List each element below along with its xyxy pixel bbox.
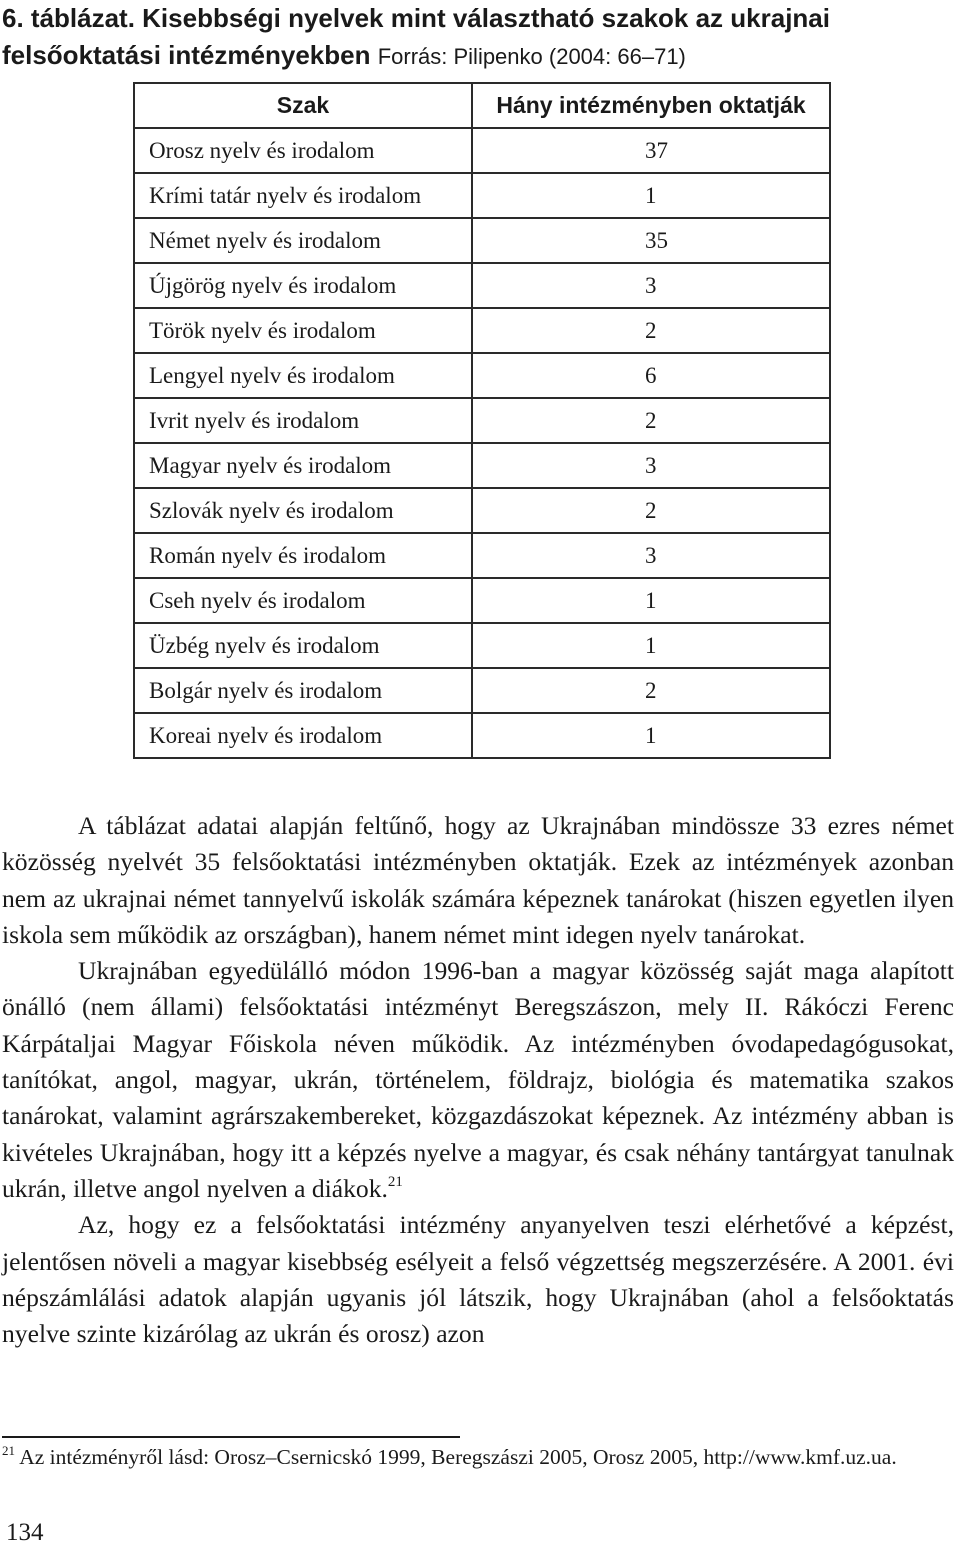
footnote-text: Az intézményről lásd: Orosz–Csernicskó 1999, Beregszászi 2005, Orosz 2005, http://www.kmf.uz.ua. [15, 1445, 897, 1469]
row-count-cell: 2 [472, 308, 830, 353]
row-count-cell: 3 [472, 533, 830, 578]
row-name-cell: Cseh nyelv és irodalom [134, 578, 472, 623]
header-szak: Szak [134, 83, 472, 128]
paragraph-2-text: Ukrajnában egyedülálló módon 1996-ban a magyar közösség saját maga alapított önálló (nem állami) felsőoktatási intézményt Beregszászon, mely II. Rákóczi Ferenc Kárpátaljai Magyar Főiskola néven működik. Az intézményben óvodapedagógusokat, tanítókat, angol, magyar, ukrán, történelem, földrajz, biológia és matematika szakos tanárokat, valamint agrárszakembereket, közgazdászokat képeznek. Az intézmény abban is kivételes Ukrajnában, hogy itt a képzés nyelve a magyar, és csak néhány tantárgyat tanulnak ukrán, illetve angol nyelven a diákok. [2, 956, 954, 1203]
table-row [134, 353, 830, 398]
row-count-cell: 2 [472, 398, 830, 443]
table-row [134, 578, 830, 623]
row-count-cell: 2 [472, 668, 830, 713]
paragraph-1-text: A táblázat adatai alapján feltűnő, hogy az Ukrajnában mindössze 33 ezres német közösség nyelvét 35 felsőoktatási intézményben oktatják. Ezek az intézmények azonban nem az ukrajnai német tannyelvű iskolák számára képeznek tanárokat (hiszen egyetlen ilyen iskola sem működik az országban), hanem német mint idegen nyelv tanárokat. [2, 811, 954, 949]
row-name-cell: Ivrit nyelv és irodalom [134, 398, 472, 443]
table-row [134, 488, 830, 533]
table-row [134, 533, 830, 578]
row-count-cell: 3 [472, 263, 830, 308]
language-table [133, 82, 831, 759]
paragraph-3 [2, 1207, 954, 1352]
table-row [134, 443, 830, 488]
footnote [2, 1441, 954, 1473]
row-name-cell: Krími tatár nyelv és irodalom [134, 173, 472, 218]
paragraph-2 [2, 953, 954, 1207]
footnote-divider [2, 1436, 460, 1438]
row-name-cell: Német nyelv és irodalom [134, 218, 472, 263]
row-name-cell: Magyar nyelv és irodalom [134, 443, 472, 488]
table-row [134, 173, 830, 218]
row-count-cell: 1 [472, 713, 830, 758]
table-row [134, 623, 830, 668]
row-name-cell: Orosz nyelv és irodalom [134, 128, 472, 173]
footnote-number: 21 [2, 1443, 15, 1458]
row-count-cell: 1 [472, 173, 830, 218]
row-name-cell: Bolgár nyelv és irodalom [134, 668, 472, 713]
row-count-cell: 1 [472, 623, 830, 668]
row-count-cell: 35 [472, 218, 830, 263]
row-count-cell: 6 [472, 353, 830, 398]
table-row [134, 668, 830, 713]
table-header-row [134, 83, 830, 128]
row-count-cell: 2 [472, 488, 830, 533]
paragraph-3-text: Az, hogy ez a felsőoktatási intézmény anyanyelven teszi elérhetővé a képzést, jelentősen növeli a magyar kisebbség esélyeit a felső végzettség megszerzésére. A 2001. évi népszámlálási adatok alapján ugyanis jól látszik, hogy Ukrajnában (ahol a felsőoktatás nyelve szinte kizárólag az ukrán és orosz) azon [2, 1210, 954, 1349]
row-name-cell: Üzbég nyelv és irodalom [134, 623, 472, 668]
body-text [2, 808, 954, 1352]
table-title: 6. táblázat. Kisebbségi nyelvek mint választható szakok az ukrajnai felsőoktatási intézményekben [2, 3, 830, 70]
table-row [134, 713, 830, 758]
table-row [134, 308, 830, 353]
table-caption [2, 0, 952, 75]
row-name-cell: Szlovák nyelv és irodalom [134, 488, 472, 533]
table-row [134, 128, 830, 173]
table-source: Forrás: Pilipenko (2004: 66–71) [377, 44, 686, 69]
row-name-cell: Román nyelv és irodalom [134, 533, 472, 578]
row-count-cell: 3 [472, 443, 830, 488]
row-count-cell: 37 [472, 128, 830, 173]
footnote-ref[interactable]: 21 [387, 1173, 403, 1190]
paragraph-1 [2, 808, 954, 953]
table-row [134, 398, 830, 443]
row-name-cell: Koreai nyelv és irodalom [134, 713, 472, 758]
header-count: Hány intézményben oktatják [472, 83, 830, 128]
table-row [134, 263, 830, 308]
table-row [134, 218, 830, 263]
row-name-cell: Török nyelv és irodalom [134, 308, 472, 353]
row-name-cell: Lengyel nyelv és irodalom [134, 353, 472, 398]
row-name-cell: Újgörög nyelv és irodalom [134, 263, 472, 308]
table-body [134, 128, 830, 758]
row-count-cell: 1 [472, 578, 830, 623]
page-number: 134 [6, 1519, 44, 1546]
